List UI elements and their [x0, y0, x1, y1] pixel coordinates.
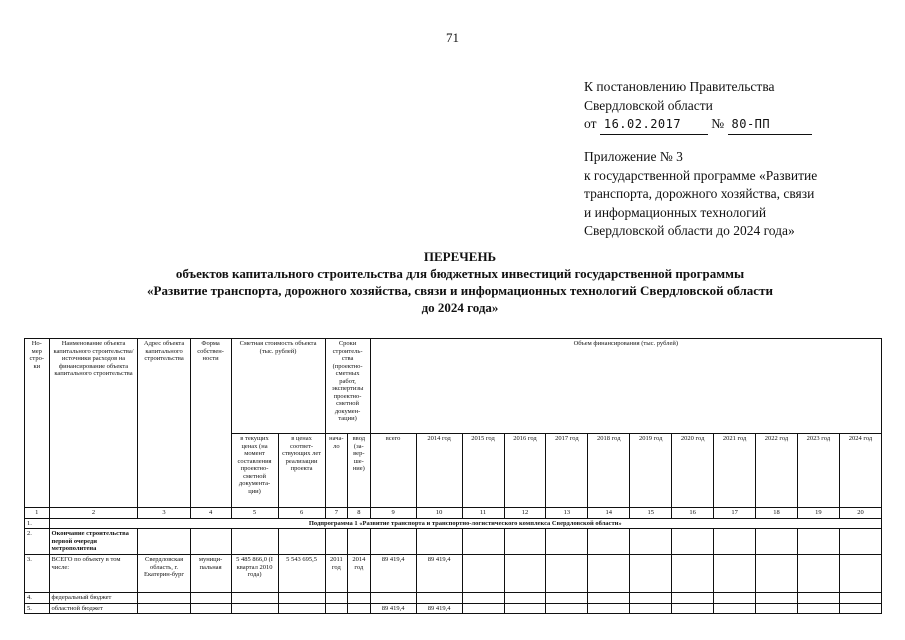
decree-from-label: от [584, 116, 597, 131]
appendix-line-1: Приложение № 3 [584, 149, 683, 164]
row-number: 5. [25, 603, 50, 614]
document-title [60, 248, 860, 316]
header-2022: 2022 год [756, 434, 798, 508]
col-number: 12 [504, 508, 546, 519]
col-number: 7 [325, 508, 347, 519]
header-2018: 2018 год [588, 434, 630, 508]
col-number: 17 [714, 508, 756, 519]
y2014-value: 89 419,4 [416, 603, 462, 614]
header-funding: Объем финансирования (тыс. рублей) [370, 339, 881, 434]
objects-table [24, 338, 882, 614]
header-address: Адрес объекта капитального строительства [138, 339, 190, 508]
decree-number-label: № [711, 116, 725, 131]
header-2023: 2023 год [797, 434, 839, 508]
object-name: областной бюджет [49, 603, 138, 614]
header-2020: 2020 год [672, 434, 714, 508]
appendix-note [584, 148, 894, 241]
header-2014: 2014 год [416, 434, 462, 508]
appendix-line-2: к государственной программе «Развитие [584, 167, 818, 183]
table-row [25, 529, 882, 555]
header-2015: 2015 год [462, 434, 504, 508]
header-2019: 2019 год [630, 434, 672, 508]
object-address: Свердловская область, г. Екатерин-бург [138, 555, 190, 593]
table-row [25, 518, 882, 529]
total-value: 89 419,4 [370, 555, 416, 593]
col-number: 20 [839, 508, 881, 519]
cost-current-value: 5 485 866,0 (I квартал 2010 года) [231, 555, 278, 593]
decree-reference [584, 78, 894, 135]
end-year: 2014 год [348, 555, 371, 593]
header-2017: 2017 год [546, 434, 588, 508]
title-line-4: до 2024 года» [421, 300, 499, 315]
header-2021: 2021 год [714, 434, 756, 508]
decree-date-line [584, 115, 894, 135]
page-number: 71 [446, 30, 459, 45]
title-line-3: «Развитие транспорта, дорожного хозяйства, связи и информационных технологий Свердловской области [147, 283, 773, 298]
row-number: 2. [25, 529, 50, 555]
col-number: 13 [546, 508, 588, 519]
col-number: 8 [348, 508, 371, 519]
col-number: 14 [588, 508, 630, 519]
table-row [25, 593, 882, 604]
col-number: 9 [370, 508, 416, 519]
cost-actual-value: 5 543 695,5 [278, 555, 325, 593]
appendix-line-3: транспорта, дорожного хозяйства, связи [584, 186, 815, 201]
header-end: ввод (за-вер-ше-ние) [348, 434, 371, 508]
col-number: 4 [190, 508, 231, 519]
header-2024: 2024 год [839, 434, 881, 508]
header-ownership: Форма собствен-ности [190, 339, 231, 508]
column-number-row [25, 508, 882, 519]
row-number: 4. [25, 593, 50, 604]
header-start: нача-ло [325, 434, 347, 508]
object-name: ВСЕГО по объекту в том числе: [49, 555, 138, 593]
header-cost-actual: в ценах соответ-ствующих лет реализации проекта [278, 434, 325, 508]
table-row [25, 603, 882, 614]
col-number: 10 [416, 508, 462, 519]
object-ownership: муници-пальная [190, 555, 231, 593]
header-name: Наименование объекта капитального строительства/ источники расходов на финансирование объекта капитального строительства [49, 339, 138, 508]
header-total: всего [370, 434, 416, 508]
y2014-value: 89 419,4 [416, 555, 462, 593]
col-number: 18 [756, 508, 798, 519]
col-number: 2 [49, 508, 138, 519]
appendix-line-4: и информационных технологий [584, 204, 767, 220]
total-value: 89 419,4 [370, 603, 416, 614]
header-cost: Сметная стоимость объекта (тыс. рублей) [231, 339, 325, 434]
title-line-2: объектов капитального строительства для бюджетных инвестиций государственной программы [175, 266, 745, 281]
decree-line-2: Свердловской области [584, 97, 713, 113]
col-number: 19 [797, 508, 839, 519]
col-number: 6 [278, 508, 325, 519]
header-row-no: Но-мер стро-ки [25, 339, 50, 508]
subprogram-title: Подпрограмма 1 «Развитие транспорта и транспортно-логистического комплекса Свердловской области» [49, 518, 881, 529]
col-number: 16 [672, 508, 714, 519]
table-row [25, 555, 882, 593]
header-cost-current: в текущих ценах (на момент составления проектно-сметной документа-ции) [231, 434, 278, 508]
col-number: 15 [630, 508, 672, 519]
col-number: 3 [138, 508, 190, 519]
row-number: 1. [25, 518, 50, 529]
col-number: 11 [462, 508, 504, 519]
start-year: 2011 год [325, 555, 347, 593]
title-line-1: ПЕРЕЧЕНЬ [423, 249, 497, 264]
decree-number: 80-ПП [728, 115, 812, 135]
header-terms: Сроки строитель-ства (проектно-сметных работ, экспертизы проектно-сметной докумен-тации) [325, 339, 370, 434]
decree-line-1: К постановлению Правительства [584, 79, 775, 94]
col-number: 1 [25, 508, 50, 519]
header-2016: 2016 год [504, 434, 546, 508]
object-name: Окончание строительства первой очереди метрополитена [49, 529, 138, 555]
object-name: федеральный бюджет [49, 593, 138, 604]
row-number: 3. [25, 555, 50, 593]
appendix-line-5: Свердловской области до 2024 года» [584, 223, 795, 238]
decree-date: 16.02.2017 [600, 115, 708, 135]
col-number: 5 [231, 508, 278, 519]
